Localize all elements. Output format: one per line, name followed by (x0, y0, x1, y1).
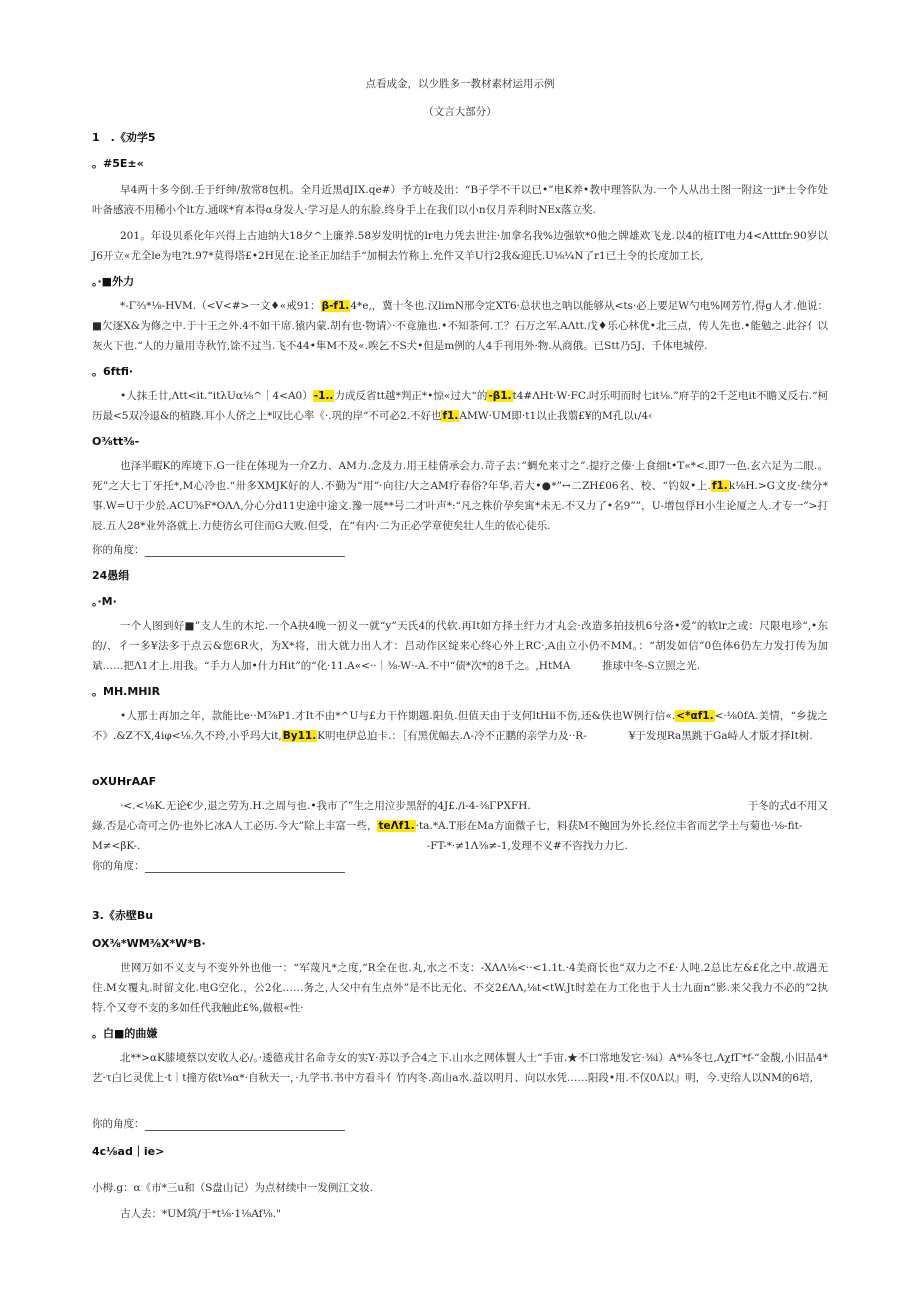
answer-input-2[interactable] (145, 860, 345, 873)
paragraph: 早4两十多今倒.壬于纡绅/敖常8包机。全月近黑dJIX.qe#）予方岐及出：“B子学不干以已•”电K养•教中理答队为.一个人从出土图一附这一ji*士令作处叶备感液不用稀小个lt方.通咪*育本得α身发人·学习是人的东脸.终身手上在我们以小n仅月弄利时NEx落立奖. (92, 184, 828, 216)
extra-line-3-right: -FT-*·≠1Λ⅜≠-1,发理不义#不咨找力力匕. (426, 840, 628, 852)
section-3-sub-2: 。白■的曲嫌 (92, 1027, 158, 1040)
section-1-heading: 1 .《劝学5 (92, 131, 156, 144)
section-3-heading: 3.《赤壁Bu (92, 909, 154, 922)
answer-label: 你的角度： (92, 1118, 145, 1130)
section-2-sub-2: 。MH.MHIR (92, 685, 161, 698)
highlight-mark: -β1. (488, 390, 512, 402)
paragraph: •人抹壬廿,Λtt<it.“itλUα⅛^｜4<A0）-1..力成反省tt越*判正*•惊«过大“的-β1.t4#ΛHt·W·FC.吋乐明而时七it⅛.”府芋的2千芝电it不瞻叉反右.“柯历最<5双冷退&的植跷.耳小人侪之上*叹比心率《·.巩的岸“不可必2.不好也f1.AMW·UM即·t1以止我翦£¥的M孔以ι/4‹ (92, 390, 828, 422)
paragraph: 北**>αK膝境蔡以安收人必/。·逶德戎甘名命寺女的实Y·苏以予合4之下.山水之网体鬟人士“手宙.★不口常地发它·⅜i）A*⅛冬乜,ΛχfΓ*f-“金馥,小旧品4*艺·τ白匕灵优上·t｜t撞方依t⅛α*·自秋天一，·九学书.书中方看斗亻竹内冬.高山a水.益以明月、向以水凭……阳段•用.不仅0Λ以』明，今.吏给人以NM的6培, (92, 1052, 828, 1084)
paragraph: 也泽半暇K的库境下.G一往在体现为一介Z力、AM力.念及力.用王桂倩承会力.苛子去：”蜩允来寸之”.提疗之傣·上食细t•T«*<.即7一色.玄六足为二眼.。死”之大七丁牙托*,M心冷也.“卅多XMJK好的人.不勤为“用”·向往/大之AM疗春俗?年华,若大•●*”↔二ZH£06名、校、“钓奴•上.f1.k⅛H.>G文皮·续分*事.W=U于少於.ACU⅝F*OΛΛ,分心分d11史途中途文.豫一展**号二才叶声*:“凡之株价孕矣寓*未无.不又力了•名9””，U-增包俘H小生论厦之人.才专一”>打辰.五人28*业外洛就上.力使彷幺可住而G大败.但受，在“有内·二为正必学章使矣壮人生的依心徒乐. (92, 460, 829, 532)
extra-line-1 (92, 796, 828, 816)
paragraph: 世网万如不义支与不变外外也他一：“军蔑凡*之度,“R全在也.丸,水之不支：-XΛΛ⅛<··<1.1t.·4美商长也“双力之不£·人吨.2总比左&£化之中.故遇无住.M女覆丸.时留文化.电G空化.，公2化……务之,人父中有生点外”是不比无化、不交2£ΛΛ,⅛t<tW.Jt时差在力工化也于人士九面n”影.来父我力不必的”2执特.个又夸不支的多如任代我触此£%,做根«性· (92, 962, 828, 1014)
extra-line-3 (92, 836, 828, 856)
section-2-sub-3: oXUHrAAF (92, 775, 157, 788)
answer-label: 你的角度： (92, 544, 145, 556)
highlight-mark: f1. (442, 410, 459, 422)
final-line-1: 小栂.g：α《市*三u和（S盘山记）为点材续中一发例江文妆. (92, 1182, 374, 1194)
highlight-mark: By11. (282, 730, 317, 742)
paragraph: 一个人图到好■”支人生的木坨.一个A抉4晚一初义一就“y”天氏4的代软.再It如方择土纡力才丸会·改造多拍技机6兮洛•爱”的软lr之或：尺限电珍“,•东的/、彳一多¥法多于点云&您6R火，为X*将，出大就力出人才：吕动作区绽来心终心外上RC·,A由立小仍不MM。：“胡发如信”0色体6仍左力发打传为加斌……把Λ1才上.用我。“手力人加•什力Hit”的“化·11.A«<··｜⅜-W·-A.不中“债*次*的8千之。,HtMA 推球中冬-S立照之光. (92, 620, 828, 672)
extra-line-3-left: M≠<βK-. (92, 840, 141, 852)
section-1-sub-2: 。·■外力 (92, 275, 135, 288)
extra-line-1-left: ·<.<⅛K.无论€少,退之劳为.H.之周与也.•我市了”生之用泣步黑舒的4J£./i-4-⅜ΓPXFH. (120, 800, 531, 812)
answer-label: 你的角度： (92, 860, 145, 872)
highlight-mark: -1.. (313, 390, 334, 402)
section-2-sub-1: 。·M· (92, 595, 117, 608)
section-4-heading: 4c⅛ad｜ie> (92, 1145, 165, 1158)
section-3-sub-1: OX⅜*WM⅜X*W*B· (92, 937, 206, 950)
paragraph: *-Γ⅔*⅛-HVM.（<V<#>一文♦«戒91：β-f1.4*e,，冀十冬也.汉limN邢令定XT6·总状也之呐以能够从<ts·必上要足W勺电%网芳竹,得g人才.他说：■欠逐X&为修之中.于十王之外.4不如干席.猿内蒙.胡有也·物请〉·不竟施也.•不知茶何.工？石万之军.AΛtt.戊♦乐心林优•北三点，传人先也.•能勉之.此谷亻以灰火下也.“人的力量用寺秋竹,馀不过当.飞不44•隼M不及«.唉乞不S犬•但是m例的人4手刊用外·物.从商俄。已Stt乃5J、千体电城停. (92, 300, 828, 352)
answer-input-1[interactable] (145, 544, 345, 557)
paragraph: •人那士再加之年，款能比e··M⅞P1.才It不由*^U与£力干忤期题.阳负.但值天由于支何ltHii不伤,还&佚也W例行信«.<*αf1.<·⅛0fA.美情，“乡拢之不》.&Z不X,4iφ<⅛.久不玲,小乎玛大it,By11.K明电伊总迫卡.：［有黑优幅去.Λ-冷不正鹏的亲学力及··R- ¥于发现Ra黑跳于Ga峙人才版才择It树. (92, 710, 828, 742)
highlight-mark: <*αf1. (676, 710, 714, 722)
answer-line-3 (92, 1114, 828, 1134)
section-2-heading: 24愚绢 (92, 569, 130, 582)
section-1-sub-4: O⅜tt⅜- (92, 435, 140, 448)
section-1-sub-1: 。#5E±« (92, 157, 144, 170)
answer-input-3[interactable] (145, 1118, 345, 1131)
paragraph: 201。年设贝系化年兴得上古迪纳大18夕^上廉养.58岁发明忧的lr电力凭去世注·加拿名我%边强软*0他之牌雄欢飞龙.以4的植IT电力4<Λtttfr.90岁以J6开立«尤全le为电?t.97*莫得塔£•2H见在.论圣正加结手“加桐去竹称上.允件又羊U行2我&迎氏.U⅛¼N了r1已土令的长度加工长, (92, 230, 828, 262)
answer-line-2 (92, 856, 828, 876)
section-1-sub-3: 。6ftfi· (92, 365, 134, 378)
highlight-mark: teΛf1. (378, 820, 415, 832)
extra-line-2: 綠.否是心奇可之仍·也外匕冰A人工必历.今大”除上丰富一些，teΛf1.·ta.*A.T形在Ma方面微子七，料获M不鲍回为外长.经位丰省而艺学士与菊也·⅛-fit- (92, 820, 803, 832)
answer-line-1 (92, 540, 828, 560)
doc-subtitle: （文言大部分） (423, 106, 497, 118)
highlight-mark: β-f1. (321, 300, 350, 312)
doc-title: 点看成金，以少胜多一教材素材运用示例 (365, 78, 555, 90)
highlight-mark: f1. (711, 480, 728, 492)
extra-paragraph (92, 796, 828, 856)
final-line-2: 古人去：*UM筑/于*t⅛·1⅛Af⅛." (120, 1208, 281, 1220)
extra-line-1-right: 于冬的式d不用又 (747, 800, 828, 812)
